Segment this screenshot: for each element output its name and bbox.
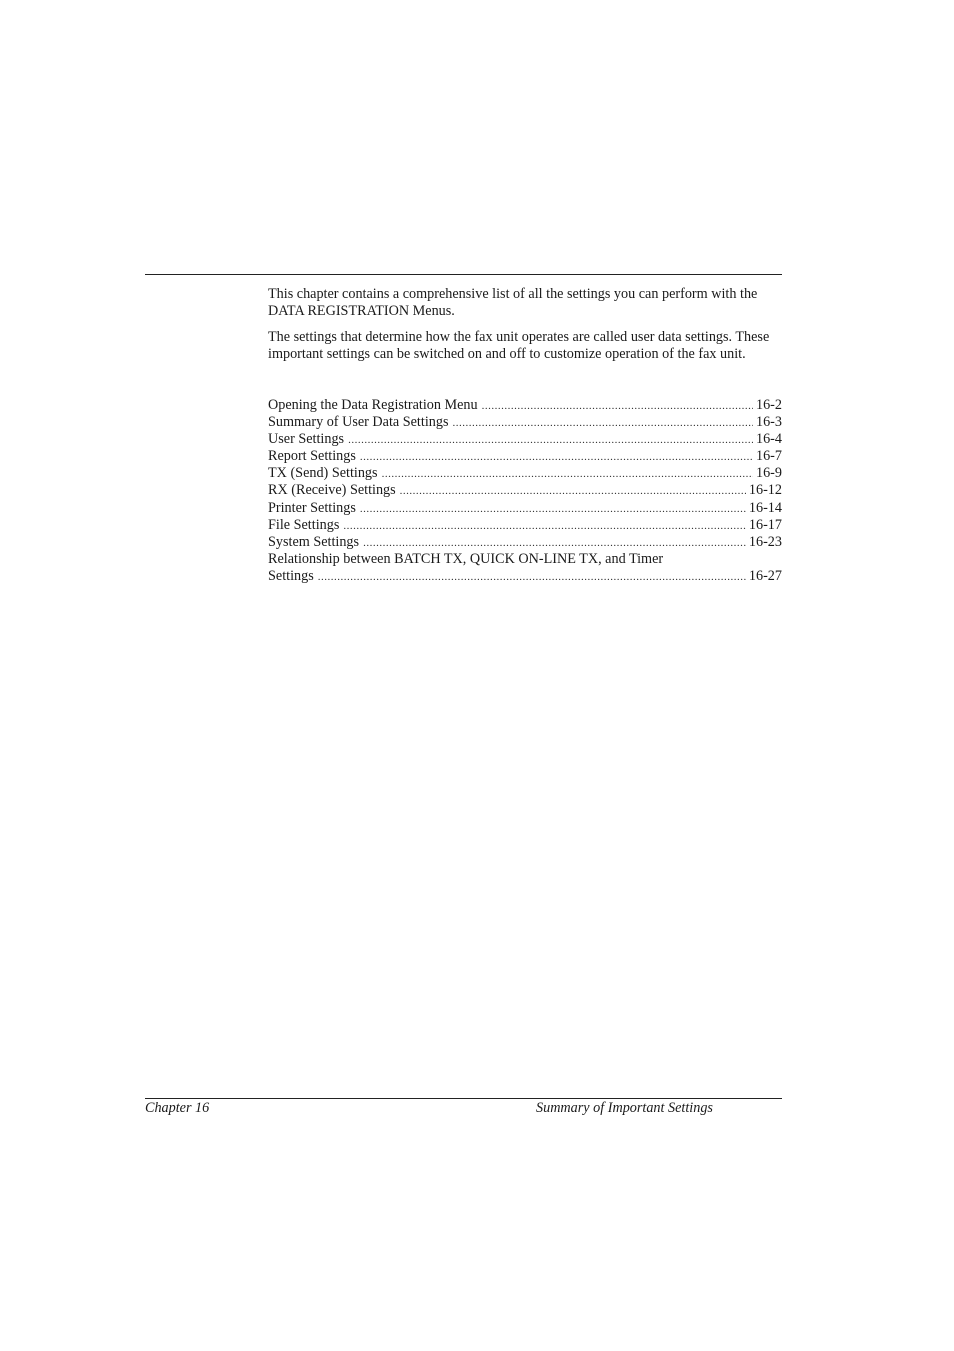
toc-entry-title: RX (Receive) Settings bbox=[268, 482, 396, 499]
toc-entry-page: 16-9 bbox=[755, 465, 782, 482]
toc-entry-title: Opening the Data Registration Menu bbox=[268, 397, 478, 413]
toc-entry-title: Summary of User Data Settings bbox=[268, 414, 449, 431]
toc-entry[interactable] bbox=[268, 448, 782, 465]
toc-entry[interactable] bbox=[268, 465, 782, 482]
chapter-intro bbox=[268, 286, 782, 372]
toc-dot-leader bbox=[360, 449, 753, 466]
toc-dot-leader bbox=[343, 518, 746, 535]
toc-dot-leader bbox=[452, 415, 753, 432]
toc-dot-leader bbox=[363, 535, 746, 552]
toc-dot-leader bbox=[348, 432, 753, 449]
toc-entry[interactable] bbox=[268, 431, 782, 448]
toc-dot-leader bbox=[400, 483, 746, 500]
toc-entry-title-line-1: Relationship between BATCH TX, QUICK ON-LINE TX, and Timer bbox=[268, 550, 664, 567]
toc-entry-title-line-2: Settings bbox=[268, 567, 314, 584]
toc-entry-page: 16-12 bbox=[748, 482, 782, 499]
toc-entry-page: 16-4 bbox=[755, 431, 782, 448]
table-of-contents bbox=[268, 397, 782, 585]
toc-entry-title: Printer Settings bbox=[268, 499, 356, 516]
toc-entry-title: File Settings bbox=[268, 516, 340, 533]
toc-entry[interactable] bbox=[268, 534, 782, 551]
footer-chapter: Chapter 16 bbox=[145, 1100, 210, 1116]
toc-entry-page: 16-2 bbox=[755, 397, 782, 413]
toc-entry[interactable] bbox=[268, 517, 782, 534]
toc-entry[interactable] bbox=[268, 414, 782, 431]
intro-paragraph-2: The settings that determine how the fax unit operates are called user data settings. These important settings can be switched on and off to customize operation of the fax unit. bbox=[268, 329, 770, 363]
intro-paragraph-1: This chapter contains a comprehensive list of all the settings you can perform with the DATA REGISTRATION Menus. bbox=[268, 286, 758, 320]
toc-entry-page: 16-17 bbox=[748, 516, 782, 533]
toc-entry[interactable] bbox=[268, 500, 782, 517]
footer-divider bbox=[145, 1098, 782, 1099]
toc-entry-page: 16-7 bbox=[755, 448, 782, 465]
toc-dot-leader bbox=[360, 501, 746, 518]
toc-dot-leader bbox=[318, 569, 746, 586]
toc-entry-title: Report Settings bbox=[268, 448, 356, 465]
toc-entry-page: 16-14 bbox=[748, 499, 782, 516]
toc-dot-leader bbox=[482, 398, 753, 415]
top-divider bbox=[145, 274, 782, 275]
toc-entry-page: 16-27 bbox=[748, 567, 782, 584]
toc-entry[interactable] bbox=[268, 397, 782, 414]
toc-entry-title: System Settings bbox=[268, 533, 360, 550]
toc-dot-leader bbox=[382, 466, 753, 483]
toc-entry[interactable] bbox=[268, 482, 782, 499]
toc-entry-page: 16-23 bbox=[748, 533, 782, 550]
toc-entry-page: 16-3 bbox=[755, 414, 782, 431]
toc-entry-title: TX (Send) Settings bbox=[268, 465, 378, 482]
footer-chapter-title: Summary of Important Settings bbox=[536, 1100, 713, 1116]
toc-entry-multiline[interactable] bbox=[268, 551, 782, 585]
toc-entry-title: User Settings bbox=[268, 431, 345, 448]
